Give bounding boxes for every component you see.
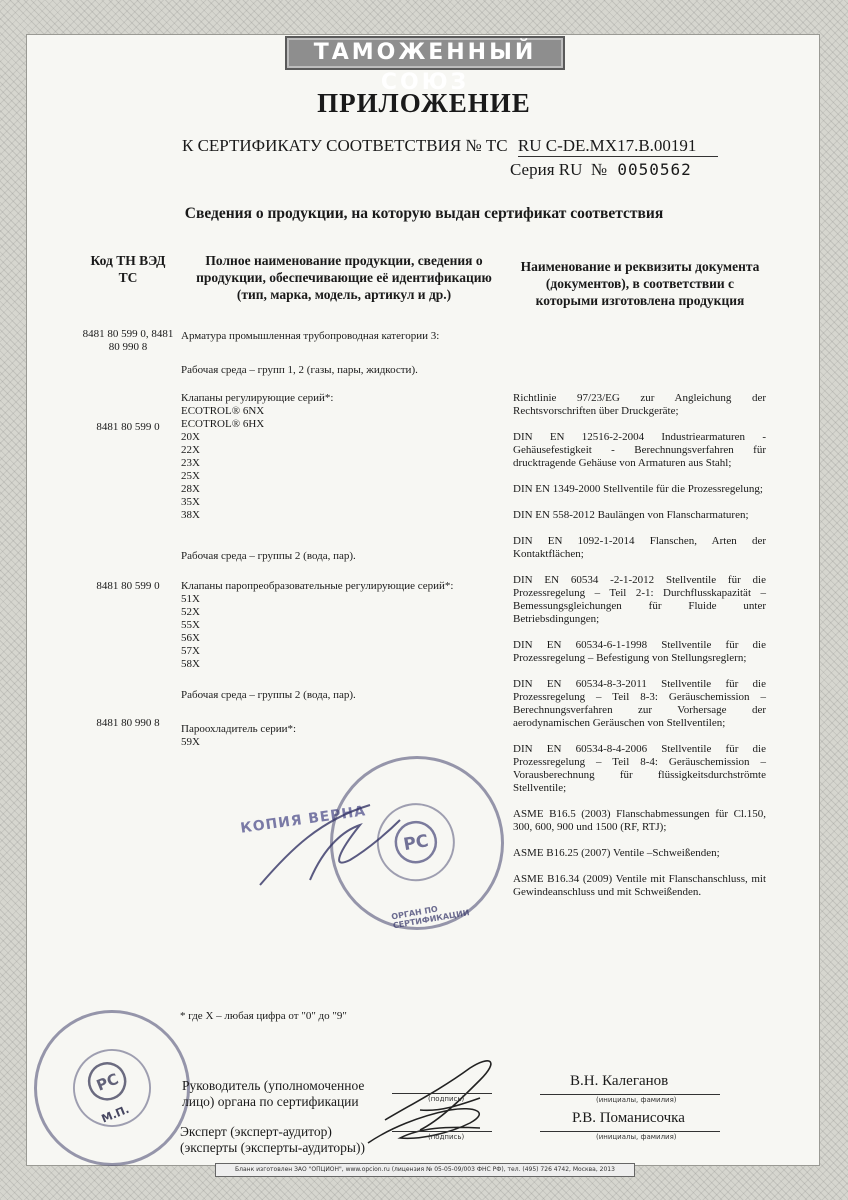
certificate-label: К СЕРТИФИКАТУ СООТВЕТСТВИЯ	[182, 136, 462, 155]
series-item: 23X	[181, 457, 200, 469]
document-entry: DIN EN 558-2012 Baulängen von Flanscharmaturen;	[513, 509, 749, 521]
head-podpis: (подпись)	[428, 1095, 465, 1103]
document-entry: DIN EN 12516-2-2004 Industriearmaturen - Gehäusefestigkeit - Berechnungsverfahren für drucktragende Gehäuse von Armaturen aus Stahl;	[513, 431, 766, 469]
row0-name: Арматура промышленная трубопроводная категории 3:	[181, 330, 440, 342]
row0-bottom	[78, 356, 770, 357]
series-item: 22X	[181, 444, 200, 456]
svg-text:PC: PC	[93, 1069, 122, 1095]
row2-code: 8481 80 599 0	[96, 580, 160, 592]
series-item: 56X	[181, 632, 200, 644]
header-docs: Наименование и реквизиты документа (документов), в соответствии с которыми изготовлена продукция	[520, 259, 760, 308]
header-code: Код ТН ВЭД ТС	[90, 253, 166, 285]
row3-code: 8481 80 990 8	[96, 717, 160, 729]
svg-text:PC: PC	[401, 831, 431, 856]
expert-initials: (инициалы, фамилия)	[596, 1133, 677, 1141]
row1-medium: Рабочая среда – групп 1, 2 (газы, пары, жидкости).	[181, 364, 418, 376]
head-name: В.Н. Калеганов	[570, 1073, 669, 1089]
series-item: 55X	[181, 619, 200, 631]
row3-series-list	[181, 736, 381, 749]
document-entry: ASME B16.5 (2003) Flanschabmessungen für Cl.150, 300, 600, 900 und 1500 (RF, RTJ);	[513, 808, 766, 833]
series-item: 58X	[181, 658, 200, 670]
document-entry: DIN EN 60534-6-1-1998 Stellventile für die Prozessregelung – Befestigung von Stellungsreglern;	[513, 639, 766, 664]
expert-name-line	[540, 1131, 720, 1132]
documents-list	[513, 392, 766, 912]
certificate-no-prefix: № ТС	[465, 136, 508, 155]
row1-product: Клапаны регулирующие серий*:	[181, 392, 334, 404]
expert-label: Эксперт (эксперт-аудитор) (эксперты (эксперты-аудиторы))	[180, 1124, 365, 1155]
expert-sign-line	[392, 1131, 492, 1132]
expert-podpis: (подпись)	[428, 1133, 465, 1141]
series-line	[510, 160, 692, 180]
row0-code: 8481 80 599 0, 8481 80 990 8	[82, 328, 174, 353]
footnote-sep	[510, 1007, 511, 1031]
banner-customs-union: ТАМОЖЕННЫЙ СОЮЗ	[285, 36, 565, 70]
handwritten-signature-1	[250, 790, 410, 900]
series-no: №	[590, 160, 608, 179]
series-item: 59X	[181, 736, 200, 748]
footnote: * где X – любая цифра от "0" до "9"	[180, 1010, 347, 1022]
row3-medium: Рабочая среда – группы 2 (вода, пар).	[181, 689, 356, 701]
header-bottom	[78, 326, 770, 327]
head-sign-line	[392, 1093, 492, 1094]
series-item: 20X	[181, 431, 200, 443]
document-entry: Richtlinie 97/23/EG zur Angleichung der Rechtsvorschriften über Druckgeräte;	[513, 392, 766, 417]
certificate-line	[182, 136, 718, 157]
document-entry: ASME B16.25 (2007) Ventile –Schweißenden;	[513, 847, 720, 859]
series-item: 51X	[181, 593, 200, 605]
series-item: 52X	[181, 606, 200, 618]
row2-bottom	[78, 682, 510, 683]
seal-text: ОРГАН ПО СЕРТИФИКАЦИИ	[390, 904, 471, 931]
expert-name: Р.В. Поманисочка	[572, 1110, 685, 1126]
header-name: Полное наименование продукции, сведения о продукции, обеспечивающие её идентификацию (тип, марка, модель, артикул и др.)	[196, 253, 492, 302]
row1-series-list	[181, 405, 381, 522]
subtitle: Сведения о продукции, на которую выдан сертификат соответствия	[184, 205, 664, 222]
table-border-top	[78, 246, 770, 248]
mp-label: М.П.	[99, 1102, 131, 1126]
head-initials: (инициалы, фамилия)	[596, 1096, 677, 1104]
row2-product: Клапаны паропреобразовательные регулирующие серий*:	[181, 580, 454, 592]
row3-product: Пароохладитель серии*:	[181, 723, 297, 735]
series-label: Серия RU	[510, 160, 583, 179]
document-entry: DIN EN 1349-2000 Stellventile für die Prozessregelung;	[513, 483, 763, 495]
table-border-left	[78, 246, 80, 1032]
row1-bottom	[78, 544, 510, 545]
col-sep-1	[176, 246, 177, 1008]
row1-code: 8481 80 599 0	[96, 421, 160, 433]
table-border-right	[768, 246, 770, 1008]
row3-bottom	[78, 1007, 770, 1008]
document-entry: DIN EN 1092-1-2014 Flanschen, Arten der Kontaktflächen;	[513, 535, 766, 560]
head-name-line	[540, 1094, 720, 1095]
series-item: 57X	[181, 645, 200, 657]
page-title: ПРИЛОЖЕНИЕ	[317, 88, 531, 118]
row2-medium: Рабочая среда – группы 2 (вода, пар).	[181, 550, 356, 562]
copy-true-stamp: КОПИЯ ВЕРНА	[239, 803, 367, 837]
footer-print-info: Бланк изготовлен ЗАО "ОПЦИОН", www.opcion.ru (лицензия № 05-05-09/003 ФНС РФ), тел. (495) 726 4742, Москва, 2013	[215, 1163, 635, 1177]
series-item: ECOTROL® 6HX	[181, 418, 265, 430]
series-number: 0050562	[617, 160, 692, 179]
document-entry: DIN EN 60534-8-3-2011 Stellventile für die Prozessregelung – Teil 8-3: Geräuschemission – Berechnungsverfahren zur Vorhersage der aerodynamischen Geräuschen von Stellventilen;	[513, 678, 766, 729]
certificate-number: RU C-DE.MX17.B.00191	[518, 136, 718, 157]
document-entry: ASME B16.34 (2009) Ventile mit Flanschanschluss, mit Gewindeanschluss und mit Schweißenden.	[513, 873, 766, 898]
document-entry: DIN EN 60534 -2-1-2012 Stellventile für die Prozessregelung – Teil 2-1: Durchflusskapazität – Bemessungsgleichungen für Fluide unter Betriebsdingungen;	[513, 574, 766, 625]
head-label: Руководитель (уполномоченное лицо) органа по сертификации	[182, 1078, 365, 1109]
document-entry: DIN EN 60534-8-4-2006 Stellventile für die Prozessregelung – Teil 8-4: Geräuschemission – Vorausberechnung für flüssigkeitsdurchströmte Stellventile;	[513, 743, 766, 794]
row2-series-list	[181, 593, 381, 671]
series-item: 35X	[181, 496, 200, 508]
series-item: 25X	[181, 470, 200, 482]
series-item: 38X	[181, 509, 200, 521]
series-item: 28X	[181, 483, 200, 495]
series-item: ECOTROL® 6NX	[181, 405, 265, 417]
